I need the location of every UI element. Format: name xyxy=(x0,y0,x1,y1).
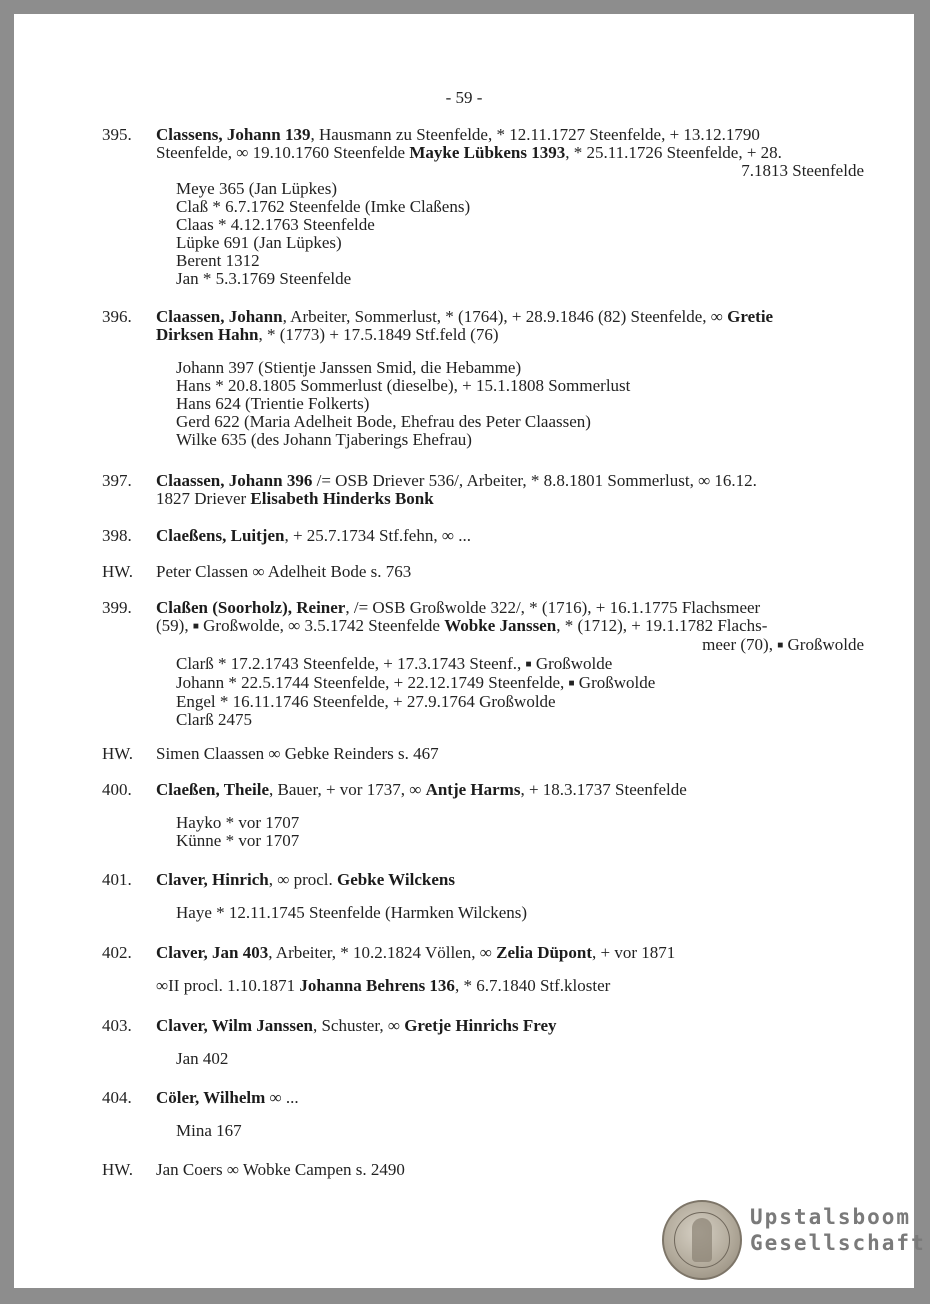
line-gap xyxy=(156,799,864,814)
entry-body xyxy=(156,1161,864,1179)
entry-text: Hayko * vor 1707 xyxy=(176,813,300,832)
entry-number: HW. xyxy=(102,562,134,581)
entry-line xyxy=(156,1089,864,1107)
entry xyxy=(14,944,914,995)
person-name: Gretie xyxy=(727,307,774,326)
entry-number: HW. xyxy=(102,744,134,763)
entry-body xyxy=(156,527,864,545)
entry-text: Großwolde xyxy=(531,654,613,673)
entry-text: ∞II procl. 1.10.1871 xyxy=(156,976,300,995)
document-page xyxy=(14,14,926,1288)
entry-line xyxy=(156,126,864,144)
entry-line xyxy=(156,745,864,763)
entry xyxy=(14,472,914,508)
person-name: Claver, Hinrich xyxy=(156,870,269,889)
entry-body xyxy=(156,944,864,995)
entry-text: , Arbeiter, Sommerlust, * (1764), + 28.9.1846 (82) Steenfelde, ∞ xyxy=(282,307,728,326)
entry-line xyxy=(156,599,864,617)
entry-text: Clarß * 17.2.1743 Steenfelde, + 17.3.1743 Steenf., xyxy=(176,654,526,673)
child-line xyxy=(156,711,864,729)
entry-number: 400. xyxy=(102,780,132,799)
entry-text: Künne * vor 1707 xyxy=(176,831,300,850)
person-name: Claßen (Soorholz), Reiner xyxy=(156,598,346,617)
person-name: Mayke Lübkens 1393 xyxy=(409,143,566,162)
entry-text: Lüpke 691 (Jan Lüpkes) xyxy=(176,233,342,252)
entry-number: 396. xyxy=(102,307,132,326)
entry-number: 399. xyxy=(102,598,132,617)
entry-text: , + 18.3.1737 Steenfelde xyxy=(520,780,687,799)
entry-line xyxy=(156,944,864,962)
entry-text: , /= OSB Großwolde 322/, * (1716), + 16.1.1775 Flachsmeer xyxy=(345,598,761,617)
person-name: Zelia Düpont xyxy=(496,943,592,962)
entry-body xyxy=(156,599,864,729)
entry-text: Steenfelde, ∞ 19.10.1760 Steenfelde xyxy=(156,143,410,162)
entry xyxy=(14,308,914,449)
logo-line-2: Gesellschaft xyxy=(750,1231,926,1255)
entry-text: , ∞ procl. xyxy=(268,870,338,889)
entry xyxy=(14,871,914,922)
entry-body xyxy=(156,563,864,581)
entry-text: , Schuster, ∞ xyxy=(312,1016,405,1035)
child-line xyxy=(156,216,864,234)
child-line xyxy=(156,814,864,832)
child-line xyxy=(156,377,864,395)
child-line xyxy=(156,1050,864,1068)
entry-line xyxy=(156,781,864,799)
burial-icon: ■ xyxy=(568,678,575,689)
person-name: Claeßens, Luitjen xyxy=(156,526,285,545)
person-name: Johanna Behrens 136 xyxy=(299,976,455,995)
entry-text: Claß * 6.7.1762 Steenfelde (Imke Claßens) xyxy=(176,197,471,216)
child-line xyxy=(156,234,864,252)
entry-text: Großwolde, ∞ 3.5.1742 Steenfelde xyxy=(198,616,445,635)
seal-icon xyxy=(662,1200,742,1280)
entry-line xyxy=(156,162,864,180)
line-gap xyxy=(156,1035,864,1050)
entry-text: Hans * 20.8.1805 Sommerlust (dieselbe), + 15.1.1808 Sommerlust xyxy=(176,376,631,395)
entry-text: Clarß 2475 xyxy=(176,710,253,729)
child-line xyxy=(156,252,864,270)
entry-number: 404. xyxy=(102,1088,132,1107)
child-line xyxy=(156,395,864,413)
entry-body xyxy=(156,781,864,850)
entry-line xyxy=(156,490,864,508)
entry-text: Engel * 16.11.1746 Steenfelde, + 27.9.1764 Großwolde xyxy=(176,692,556,711)
entry-line xyxy=(156,527,864,545)
entry-text: , Bauer, + vor 1737, ∞ xyxy=(269,780,426,799)
entry-text: Jan Coers ∞ Wobke Campen s. 2490 xyxy=(156,1160,405,1179)
entry xyxy=(14,1161,914,1179)
entry xyxy=(14,126,914,288)
entry xyxy=(14,781,914,850)
entry-text: Berent 1312 xyxy=(176,251,260,270)
person-name: Gretje Hinrichs Frey xyxy=(404,1016,557,1035)
logo-line-1: Upstalsboom xyxy=(750,1205,912,1229)
entry-text: , + vor 1871 xyxy=(592,943,676,962)
entry-line xyxy=(156,326,864,344)
person-name: Antje Harms xyxy=(425,780,521,799)
entry-text: /= OSB Driever 536/, Arbeiter, * 8.8.1801 Sommerlust, ∞ 16.12. xyxy=(312,471,757,490)
entry-body xyxy=(156,1089,864,1140)
entry-text: Johann 397 (Stientje Janssen Smid, die Hebamme) xyxy=(176,358,522,377)
entry-text: , Hausmann zu Steenfelde, * 12.11.1727 Steenfelde, + 13.12.1790 xyxy=(310,125,760,144)
entry-text: Peter Classen ∞ Adelheit Bode s. 763 xyxy=(156,562,412,581)
child-line xyxy=(156,180,864,198)
line-gap xyxy=(156,889,864,904)
entry-text: , Arbeiter, * 10.2.1824 Völlen, ∞ xyxy=(268,943,497,962)
page-number: - 59 - xyxy=(445,88,483,107)
entry-number: 401. xyxy=(102,870,132,889)
child-line xyxy=(156,1122,864,1140)
entry-line xyxy=(156,871,864,889)
child-line xyxy=(156,655,864,674)
entry-text: Jan * 5.3.1769 Steenfelde xyxy=(176,269,352,288)
entry-text: Hans 624 (Trientie Folkerts) xyxy=(176,394,370,413)
entry-text: , * (1773) + 17.5.1849 Stf.feld (76) xyxy=(258,325,499,344)
entry-text: Claas * 4.12.1763 Steenfelde xyxy=(176,215,375,234)
entry-text: , + 25.7.1734 Stf.fehn, ∞ ... xyxy=(284,526,471,545)
person-name: Dirksen Hahn xyxy=(156,325,259,344)
person-name: Claeßen, Theile xyxy=(156,780,270,799)
entry-text: Haye * 12.11.1745 Steenfelde (Harmken Wilckens) xyxy=(176,903,528,922)
entry xyxy=(14,745,914,763)
entry-text: , * 25.11.1726 Steenfelde, + 28. xyxy=(565,143,782,162)
entry-number: 398. xyxy=(102,526,132,545)
child-line xyxy=(156,832,864,850)
child-line xyxy=(156,693,864,711)
child-line xyxy=(156,270,864,288)
entry-text: Gerd 622 (Maria Adelheit Bode, Ehefrau des Peter Claassen) xyxy=(176,412,591,431)
entry-body xyxy=(156,308,864,449)
person-name: Elisabeth Hinderks Bonk xyxy=(250,489,434,508)
person-name: Claver, Wilm Janssen xyxy=(156,1016,313,1035)
child-line xyxy=(156,904,864,922)
entry-line xyxy=(156,1017,864,1035)
entry-body xyxy=(156,871,864,922)
entry-number: 397. xyxy=(102,471,132,490)
society-logo xyxy=(662,1200,926,1280)
entry-text: 7.1813 Steenfelde xyxy=(741,161,864,180)
entry-text: 1827 Driever xyxy=(156,489,251,508)
entry-text: , * (1712), + 19.1.1782 Flachs- xyxy=(556,616,768,635)
entry-body xyxy=(156,745,864,763)
person-name: Gebke Wilckens xyxy=(337,870,455,889)
child-line xyxy=(156,198,864,216)
entry-body xyxy=(156,126,864,288)
burial-icon: ■ xyxy=(192,621,199,632)
entry-text: ∞ ... xyxy=(265,1088,299,1107)
burial-icon: ■ xyxy=(525,659,532,670)
person-name: Wobke Janssen xyxy=(444,616,557,635)
entry-number: 395. xyxy=(102,125,132,144)
entry xyxy=(14,563,914,581)
entry-text: Jan 402 xyxy=(176,1049,229,1068)
entry-body xyxy=(156,1017,864,1068)
entry-line xyxy=(156,472,864,490)
entry-text: , * 6.7.1840 Stf.kloster xyxy=(454,976,611,995)
entry xyxy=(14,527,914,545)
genealogy-entries xyxy=(14,14,914,1288)
logo-text xyxy=(750,1204,926,1256)
entry-number: 402. xyxy=(102,943,132,962)
entry-number: 403. xyxy=(102,1016,132,1035)
entry-text: Großwolde xyxy=(574,673,656,692)
entry xyxy=(14,1017,914,1068)
entry-line xyxy=(156,977,864,995)
child-line xyxy=(156,431,864,449)
entry-line xyxy=(156,144,864,162)
line-gap xyxy=(156,962,864,977)
line-gap xyxy=(156,1107,864,1122)
line-gap xyxy=(156,344,864,359)
person-name: Claver, Jan 403 xyxy=(156,943,269,962)
child-line xyxy=(156,674,864,693)
person-name: Classens, Johann 139 xyxy=(156,125,311,144)
entry-number: HW. xyxy=(102,1160,134,1179)
child-line xyxy=(156,359,864,377)
entry-line xyxy=(156,308,864,326)
child-line xyxy=(156,413,864,431)
entry-line xyxy=(156,563,864,581)
person-name: Claassen, Johann xyxy=(156,307,283,326)
burial-icon: ■ xyxy=(777,640,784,651)
entry-text: Mina 167 xyxy=(176,1121,242,1140)
entry xyxy=(14,599,914,729)
person-name: Claassen, Johann 396 xyxy=(156,471,313,490)
entry-line xyxy=(156,617,864,636)
person-name: Cöler, Wilhelm xyxy=(156,1088,266,1107)
entry-text: Wilke 635 (des Johann Tjaberings Ehefrau) xyxy=(176,430,472,449)
entry-text: (59), xyxy=(156,616,193,635)
entry-text: Simen Claassen ∞ Gebke Reinders s. 467 xyxy=(156,744,439,763)
entry-text: Johann * 22.5.1744 Steenfelde, + 22.12.1749 Steenfelde, xyxy=(176,673,569,692)
entry-text: Meye 365 (Jan Lüpkes) xyxy=(176,179,337,198)
entry-body xyxy=(156,472,864,508)
entry-text: Großwolde xyxy=(783,635,864,654)
entry-line xyxy=(156,1161,864,1179)
entry-text: meer (70), xyxy=(702,635,778,654)
entry xyxy=(14,1089,914,1140)
entry-line xyxy=(156,636,864,655)
